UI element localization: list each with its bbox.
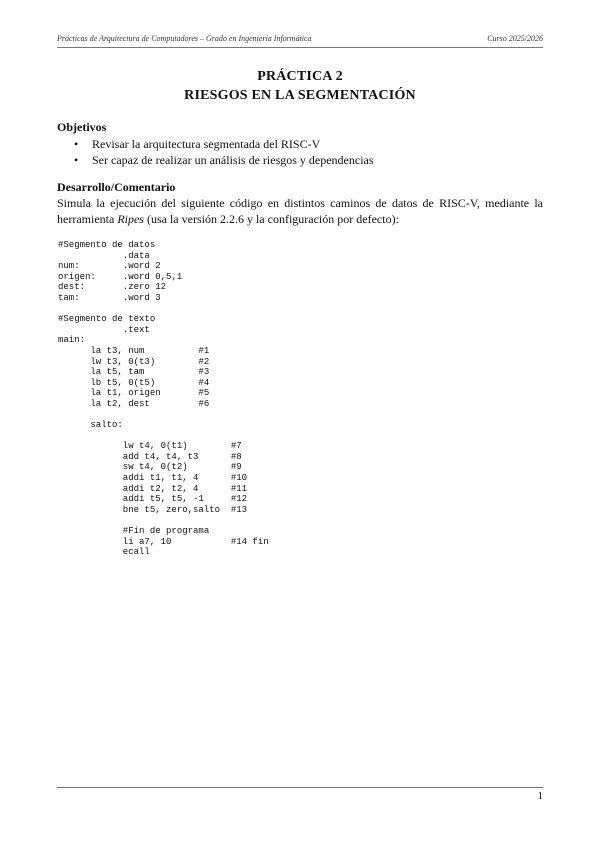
list-item — [74, 152, 374, 168]
code-line: origen: .word 0,5,1 — [58, 271, 183, 282]
code-line: lw t4, 0(t1) #7 — [58, 441, 242, 452]
footer-divider — [57, 787, 543, 788]
bullet-icon: • — [74, 137, 79, 151]
code-line: .text — [58, 324, 150, 335]
code-line: #Fin de programa — [58, 526, 210, 537]
code-line — [58, 410, 269, 421]
code-line: #Segmento de datos — [58, 240, 156, 250]
code-line: la t3, num #1 — [58, 345, 210, 356]
bullet-icon: • — [74, 153, 79, 167]
header-academic-year: Curso 2025/2026 — [487, 34, 543, 43]
code-line: salto: — [58, 420, 123, 431]
list-item — [74, 136, 374, 152]
header-course-title: Prácticas de Arquitectura de Computadores – Grado en Ingeniería Informática — [57, 34, 312, 43]
development-paragraph — [57, 195, 543, 227]
code-line: lw t3, 0(t3) #2 — [58, 356, 210, 367]
code-line: sw t4, 0(t2) #9 — [58, 462, 242, 473]
code-line: .data — [58, 250, 150, 261]
code-line: num: .word 2 — [58, 261, 161, 272]
code-line: dest: .zero 12 — [58, 282, 167, 293]
tool-name: Ripes — [117, 212, 144, 226]
page-number: 1 — [537, 790, 543, 802]
code-line: #Segmento de texto — [58, 314, 156, 325]
objectives-list — [74, 136, 374, 168]
code-line: lb t5, 0(t5) #4 — [58, 377, 210, 388]
code-line: la t2, dest #6 — [58, 398, 210, 409]
code-line: la t5, tam #3 — [58, 367, 210, 378]
code-line: bne t5, zero,salto #13 — [58, 504, 248, 515]
code-line: main: — [58, 335, 86, 346]
title-line-2: RIESGOS EN LA SEGMENTACIÓN — [184, 88, 416, 103]
paragraph-text-start: Simula la ejecución del siguiente código en distintos caminos de datos de RISC-V, mediante la herramienta — [57, 196, 543, 226]
code-line: la t1, origen #5 — [58, 388, 210, 399]
code-line: ecall — [58, 547, 150, 558]
code-line: addi t1, t1, 4 #10 — [58, 473, 248, 484]
header-divider — [57, 47, 543, 48]
code-listing — [58, 240, 269, 558]
page-title — [57, 67, 543, 105]
title-line-1: PRÁCTICA 2 — [257, 69, 343, 84]
code-line: tam: .word 3 — [58, 292, 161, 303]
code-line — [58, 304, 269, 315]
objectives-heading: Objetivos — [57, 120, 107, 134]
code-line — [58, 515, 269, 526]
code-line: addi t5, t5, -1 #12 — [58, 494, 248, 505]
objective-text: Revisar la arquitectura segmentada del RISC-V — [92, 137, 321, 151]
code-line: add t4, t4, t3 #8 — [58, 451, 242, 462]
code-line: li a7, 10 #14 fin — [58, 536, 269, 547]
code-line: addi t2, t2, 4 #11 — [58, 483, 248, 494]
code-line — [58, 431, 269, 442]
paragraph-text-end: (usa la versión 2.2.6 y la configuración por defecto): — [143, 212, 399, 226]
development-heading: Desarrollo/Comentario — [57, 180, 176, 194]
objective-text: Ser capaz de realizar un análisis de riesgos y dependencias — [92, 153, 374, 167]
